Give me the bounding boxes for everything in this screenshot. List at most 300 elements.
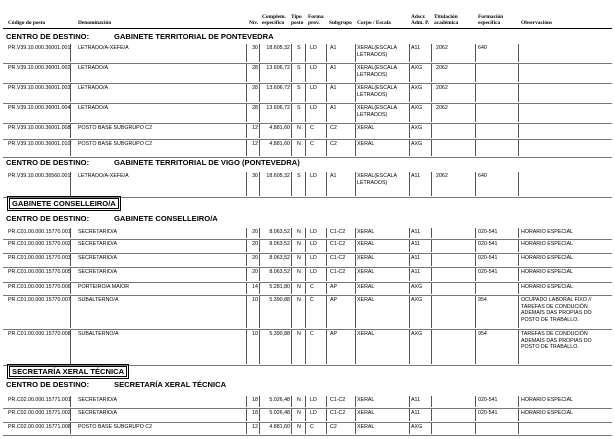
header-divider bbox=[3, 28, 612, 29]
cell-corpo: XERAL bbox=[357, 141, 375, 147]
cell-subgrupo: AP bbox=[330, 331, 338, 337]
column-divider bbox=[518, 423, 519, 434]
cell-observacion: HORARIO ESPECIAL bbox=[521, 241, 574, 247]
cell-codigo: PR.C01.00.000.15770.008 bbox=[8, 331, 71, 337]
column-divider bbox=[431, 423, 432, 434]
column-divider bbox=[431, 268, 432, 281]
column-divider bbox=[355, 172, 356, 196]
cell-tipo: N bbox=[297, 241, 301, 247]
column-divider bbox=[475, 84, 476, 102]
cell-nivel: 10 bbox=[252, 331, 258, 337]
cell-observacion: HORARIO ESPECIAL bbox=[521, 284, 574, 290]
cell-codigo: PR.V39.10.000.36001.003 bbox=[8, 85, 71, 91]
cell-nivel: 30 bbox=[252, 173, 258, 179]
column-divider bbox=[305, 409, 306, 421]
column-divider bbox=[305, 254, 306, 266]
column-divider bbox=[518, 409, 519, 421]
cell-subgrupo: C1-C2 bbox=[330, 241, 346, 247]
cell-titulacion: 2062 bbox=[436, 173, 448, 179]
cell-corpo: XERAL(ESCALA bbox=[357, 45, 398, 51]
column-divider bbox=[431, 172, 432, 196]
cell-formacion: 020-541 bbox=[478, 241, 498, 247]
cell-forma: LD bbox=[310, 173, 317, 179]
cell-tipo: S bbox=[297, 65, 301, 71]
table-row bbox=[0, 296, 615, 328]
cell-codigo: PR.V39.10.000.36001.010 bbox=[8, 141, 71, 147]
cell-denominacion: SECRETARIO/A bbox=[78, 241, 118, 247]
column-divider bbox=[291, 409, 292, 421]
column-divider bbox=[355, 283, 356, 294]
column-divider bbox=[326, 104, 327, 122]
column-divider bbox=[475, 330, 476, 364]
cell-subgrupo: A1 bbox=[330, 85, 337, 91]
column-divider bbox=[291, 44, 292, 62]
column-divider bbox=[291, 172, 292, 196]
column-divider bbox=[475, 283, 476, 294]
column-divider bbox=[409, 254, 410, 266]
column-divider bbox=[355, 240, 356, 252]
cell-tipo: N bbox=[297, 269, 301, 275]
cell-corpo: XERAL bbox=[357, 269, 375, 275]
cell-observacion: POSTO DE TRABALLO. bbox=[521, 344, 579, 350]
column-divider bbox=[431, 44, 432, 62]
header-codigo: Código do posto bbox=[8, 20, 46, 26]
cell-forma: LD bbox=[310, 105, 317, 111]
cell-tipo: N bbox=[297, 410, 301, 416]
cell-subgrupo: C1-C2 bbox=[330, 269, 346, 275]
column-divider bbox=[475, 396, 476, 407]
cell-formacion: 640 bbox=[478, 45, 487, 51]
column-divider bbox=[431, 64, 432, 82]
header-formacion bbox=[478, 14, 503, 26]
column-divider bbox=[409, 84, 410, 102]
column-divider bbox=[409, 44, 410, 62]
column-divider bbox=[409, 104, 410, 122]
cell-adscr: AXG bbox=[411, 85, 423, 91]
column-divider bbox=[355, 423, 356, 434]
header-tipo-l2: posto bbox=[291, 20, 304, 26]
row-divider bbox=[3, 157, 612, 158]
cell-tipo: S bbox=[297, 85, 301, 91]
header-adscr-l2: Adm. P. bbox=[411, 20, 430, 26]
header-adscr-l1: Adscr. bbox=[411, 14, 426, 20]
column-divider bbox=[475, 240, 476, 252]
cell-complemento: 5.390,88 bbox=[269, 297, 290, 303]
cell-codigo: PR.C02.00.000.15771.008 bbox=[8, 424, 71, 430]
cell-denominacion: POSTO BASE SUBGRUPO C2 bbox=[78, 141, 153, 147]
cell-complemento: 5.026,48 bbox=[269, 410, 290, 416]
header-tipo bbox=[291, 14, 303, 26]
column-divider bbox=[305, 172, 306, 196]
header-formacion-l1: Formación bbox=[478, 14, 504, 20]
table-row bbox=[0, 409, 615, 421]
column-divider bbox=[518, 268, 519, 281]
column-divider bbox=[409, 64, 410, 82]
header-adscr bbox=[411, 14, 429, 26]
column-divider bbox=[355, 396, 356, 407]
cell-formacion: 954 bbox=[478, 331, 487, 337]
header-nivel: Nív. bbox=[249, 20, 259, 26]
cell-denominacion: POSTO BASE SUBGRUPO C2 bbox=[78, 424, 153, 430]
column-divider bbox=[431, 296, 432, 328]
cell-denominacion: SECRETARIO/A bbox=[78, 397, 118, 403]
cell-nivel: 12 bbox=[252, 424, 258, 430]
column-divider bbox=[305, 44, 306, 62]
cell-adscr: AXG bbox=[411, 125, 423, 131]
cell-codigo: PR.V39.10.000.36001.001 bbox=[8, 45, 71, 51]
cell-complemento: 13.606,72 bbox=[266, 65, 290, 71]
cell-observacion: HORARIO ESPECIAL bbox=[521, 269, 574, 275]
table-row bbox=[0, 283, 615, 294]
cell-denominacion: SECRETARIO/A bbox=[78, 255, 118, 261]
cell-nivel: 20 bbox=[252, 255, 258, 261]
cell-adscr: AXG bbox=[411, 297, 423, 303]
column-divider bbox=[431, 409, 432, 421]
cell-nivel: 12 bbox=[252, 141, 258, 147]
cell-formacion: 020-541 bbox=[478, 397, 498, 403]
cell-codigo: PR.V39.10.000.36560.001 bbox=[8, 173, 71, 179]
cell-titulacion: 2062 bbox=[436, 105, 448, 111]
cell-corpo: LETRADOS) bbox=[357, 51, 388, 58]
cell-complemento: 5.026,48 bbox=[269, 397, 290, 403]
centro-destino-heading bbox=[6, 158, 300, 167]
column-divider bbox=[475, 124, 476, 138]
cell-titulacion: 2062 bbox=[436, 85, 448, 91]
column-divider bbox=[409, 240, 410, 252]
column-divider bbox=[409, 396, 410, 407]
cell-forma: C bbox=[310, 284, 314, 290]
cell-subgrupo: A1 bbox=[330, 105, 337, 111]
cell-observacion: TAREFAS DE CONDUCIÓN bbox=[521, 331, 588, 337]
header-corpo: Corpo / Escala bbox=[357, 20, 391, 26]
centro-destino-label: CENTRO DE DESTINO: bbox=[6, 380, 90, 389]
cell-denominacion: LETRADO/A-XEFE/A bbox=[78, 45, 129, 51]
column-divider bbox=[305, 140, 306, 156]
cell-corpo: LETRADOS) bbox=[357, 71, 388, 78]
cell-forma: LD bbox=[310, 241, 317, 247]
cell-corpo: XERAL(ESCALA bbox=[357, 173, 398, 179]
column-divider bbox=[431, 240, 432, 252]
cell-subgrupo: C2 bbox=[330, 141, 337, 147]
cell-tipo: N bbox=[297, 331, 301, 337]
header-complemento-l1: Complem. bbox=[262, 14, 286, 20]
cell-adscr: A11 bbox=[411, 241, 421, 247]
cell-forma: LD bbox=[310, 65, 317, 71]
cell-formacion: 020-541 bbox=[478, 229, 498, 235]
column-divider bbox=[326, 124, 327, 138]
cell-corpo: XERAL bbox=[357, 331, 375, 337]
cell-denominacion: LETRADO/A bbox=[78, 105, 109, 111]
column-divider bbox=[291, 140, 292, 156]
cell-forma: C bbox=[310, 331, 314, 337]
column-divider bbox=[326, 423, 327, 434]
centro-destino-heading bbox=[6, 380, 227, 389]
cell-nivel: 18 bbox=[252, 410, 258, 416]
column-divider bbox=[475, 228, 476, 238]
table-row bbox=[0, 254, 615, 266]
table-row bbox=[0, 44, 615, 62]
cell-corpo: XERAL(ESCALA bbox=[357, 85, 398, 91]
cell-denominacion: LETRADO/A-XEFE/A bbox=[78, 173, 129, 179]
cell-adscr: A11 bbox=[411, 173, 421, 179]
cell-forma: C bbox=[310, 141, 314, 147]
column-divider bbox=[326, 240, 327, 252]
column-divider bbox=[305, 423, 306, 434]
cell-complemento: 13.606,72 bbox=[266, 105, 290, 111]
cell-forma: LD bbox=[310, 85, 317, 91]
cell-denominacion: PORTEIRO/A MAIOR bbox=[78, 284, 130, 290]
cell-subgrupo: A1 bbox=[330, 65, 337, 71]
cell-corpo: XERAL(ESCALA bbox=[357, 65, 398, 71]
column-divider bbox=[326, 44, 327, 62]
table-row bbox=[0, 240, 615, 252]
cell-observacion: ADEMAIS DAS PROPIAS DO bbox=[521, 310, 592, 316]
table-row bbox=[0, 423, 615, 434]
cell-corpo: XERAL(ESCALA bbox=[357, 105, 398, 111]
column-divider bbox=[291, 228, 292, 238]
cell-complemento: 18.605,32 bbox=[266, 173, 290, 179]
cell-tipo: N bbox=[297, 229, 301, 235]
cell-denominacion: POSTO BASE SUBGRUPO C2 bbox=[78, 125, 153, 131]
header-complemento bbox=[262, 14, 286, 26]
column-divider bbox=[431, 330, 432, 364]
cell-forma: C bbox=[310, 125, 314, 131]
cell-adscr: AXG bbox=[411, 65, 423, 71]
column-divider bbox=[291, 268, 292, 281]
column-divider bbox=[305, 84, 306, 102]
column-divider bbox=[355, 84, 356, 102]
column-divider bbox=[409, 140, 410, 156]
cell-forma: C bbox=[310, 297, 314, 303]
column-divider bbox=[518, 124, 519, 138]
table-row bbox=[0, 124, 615, 138]
cell-complemento: 5.390,88 bbox=[269, 331, 290, 337]
cell-complemento: 4.881,60 bbox=[269, 141, 290, 147]
header-observacions: Observacións bbox=[521, 20, 553, 26]
cell-corpo: LETRADOS) bbox=[357, 91, 388, 98]
column-divider bbox=[326, 172, 327, 196]
cell-nivel: 10 bbox=[252, 297, 258, 303]
column-divider bbox=[326, 84, 327, 102]
table-row bbox=[0, 140, 615, 156]
cell-tipo: N bbox=[297, 255, 301, 261]
column-divider bbox=[431, 396, 432, 407]
column-divider bbox=[355, 254, 356, 266]
column-divider bbox=[326, 64, 327, 82]
cell-subgrupo: AP bbox=[330, 297, 338, 303]
column-divider bbox=[305, 64, 306, 82]
column-divider bbox=[475, 104, 476, 122]
cell-nivel: 12 bbox=[252, 125, 258, 131]
cell-subgrupo: C1-C2 bbox=[330, 397, 346, 403]
header-titulacion-l1: Titulación bbox=[434, 14, 458, 20]
cell-observacion: HORARIO ESPECIAL bbox=[521, 229, 574, 235]
cell-tipo: N bbox=[297, 125, 301, 131]
cell-adscr: A11 bbox=[411, 45, 421, 51]
centro-destino-name: GABINETE CONSELLEIRO/A bbox=[114, 214, 218, 223]
cell-denominacion: SUBALTERNO/A bbox=[78, 331, 119, 337]
cell-nivel: 14 bbox=[252, 284, 258, 290]
header-titulacion bbox=[434, 14, 458, 26]
column-divider bbox=[355, 64, 356, 82]
column-divider bbox=[291, 396, 292, 407]
cell-adscr: A11 bbox=[411, 255, 421, 261]
cell-tipo: N bbox=[297, 284, 301, 290]
column-divider bbox=[355, 296, 356, 328]
cell-codigo: PR.C02.00.000.15771.001 bbox=[8, 397, 71, 403]
cell-adscr: A11 bbox=[411, 410, 421, 416]
cell-corpo: XERAL bbox=[357, 255, 375, 261]
column-divider bbox=[475, 44, 476, 62]
column-divider bbox=[475, 409, 476, 421]
cell-corpo: XERAL bbox=[357, 297, 375, 303]
table-row bbox=[0, 172, 615, 196]
cell-nivel: 28 bbox=[252, 85, 258, 91]
cell-observacion: OCUPADO LABORAL FIXO // bbox=[521, 297, 592, 303]
column-divider bbox=[409, 268, 410, 281]
column-divider bbox=[431, 254, 432, 266]
column-divider bbox=[291, 254, 292, 266]
column-divider bbox=[409, 296, 410, 328]
column-divider bbox=[355, 124, 356, 138]
cell-complemento: 8.063,52 bbox=[269, 255, 290, 261]
cell-formacion: 020-541 bbox=[478, 269, 498, 275]
table-row bbox=[0, 268, 615, 281]
column-divider bbox=[518, 296, 519, 328]
centro-destino-label: CENTRO DE DESTINO: bbox=[6, 214, 90, 223]
cell-formacion: 640 bbox=[478, 173, 487, 179]
cell-tipo: N bbox=[297, 297, 301, 303]
header-formacion-l2: específica bbox=[478, 20, 501, 26]
column-divider bbox=[355, 330, 356, 364]
header-complemento-l2: específico bbox=[262, 20, 285, 26]
table-row bbox=[0, 396, 615, 407]
column-divider bbox=[291, 283, 292, 294]
cell-forma: LD bbox=[310, 410, 317, 416]
column-divider bbox=[518, 228, 519, 238]
column-divider bbox=[355, 140, 356, 156]
column-divider bbox=[355, 104, 356, 122]
column-divider bbox=[431, 84, 432, 102]
cell-tipo: S bbox=[297, 105, 301, 111]
cell-denominacion: SECRETARIO/A bbox=[78, 269, 118, 275]
column-divider bbox=[291, 84, 292, 102]
column-divider bbox=[518, 283, 519, 294]
cell-adscr: AXG bbox=[411, 284, 423, 290]
column-divider bbox=[475, 172, 476, 196]
column-divider bbox=[409, 409, 410, 421]
cell-subgrupo: AP bbox=[330, 284, 338, 290]
cell-denominacion: SECRETARIO/A bbox=[78, 410, 118, 416]
cell-tipo: S bbox=[297, 173, 301, 179]
column-divider bbox=[355, 44, 356, 62]
column-divider bbox=[355, 228, 356, 238]
centro-destino-heading bbox=[6, 214, 218, 223]
cell-nivel: 20 bbox=[252, 269, 258, 275]
column-divider bbox=[326, 254, 327, 266]
cell-adscr: AXG bbox=[411, 105, 423, 111]
column-divider bbox=[431, 104, 432, 122]
column-divider bbox=[326, 283, 327, 294]
cell-complemento: 8.063,52 bbox=[269, 229, 290, 235]
cell-codigo: PR.C01.00.000.15770.001 bbox=[8, 229, 71, 235]
column-divider bbox=[409, 124, 410, 138]
cell-adscr: A11 bbox=[411, 229, 421, 235]
column-divider bbox=[355, 268, 356, 281]
cell-tipo: S bbox=[297, 45, 301, 51]
cell-forma: LD bbox=[310, 255, 317, 261]
cell-observacion: HORARIO ESPECIAL bbox=[521, 397, 574, 403]
column-divider bbox=[355, 409, 356, 421]
column-divider bbox=[475, 64, 476, 82]
cell-corpo: XERAL bbox=[357, 410, 375, 416]
cell-nivel: 28 bbox=[252, 65, 258, 71]
column-divider bbox=[409, 330, 410, 364]
cell-tipo: N bbox=[297, 141, 301, 147]
cell-subgrupo: C1-C2 bbox=[330, 255, 346, 261]
column-divider bbox=[409, 283, 410, 294]
cell-denominacion: SECRETARIO/A bbox=[78, 229, 118, 235]
column-divider bbox=[475, 268, 476, 281]
column-divider bbox=[291, 423, 292, 434]
column-divider bbox=[409, 423, 410, 434]
column-divider bbox=[305, 268, 306, 281]
cell-codigo: PR.C01.00.000.15770.002 bbox=[8, 241, 71, 247]
cell-denominacion: LETRADO/A bbox=[78, 65, 109, 71]
cell-corpo: XERAL bbox=[357, 397, 375, 403]
table-row bbox=[0, 64, 615, 82]
cell-observacion: ADEMAIS DAS PROPIAS DO bbox=[521, 337, 592, 344]
cell-forma: LD bbox=[310, 229, 317, 235]
column-divider bbox=[475, 140, 476, 156]
cell-complemento: 8.063,52 bbox=[269, 269, 290, 275]
header-forma bbox=[308, 14, 324, 26]
cell-codigo: PR.C01.00.000.15770.006 bbox=[8, 284, 71, 290]
centro-destino-label: CENTRO DE DESTINO: bbox=[6, 158, 90, 167]
column-divider bbox=[409, 172, 410, 196]
centro-destino-label: CENTRO DE DESTINO: bbox=[6, 32, 90, 41]
cell-denominacion: SUBALTERNO/A bbox=[78, 297, 119, 303]
cell-observacion: TAREFAS DE CONDUCIÓN bbox=[521, 303, 588, 310]
centro-destino-name: SECRETARÍA XERAL TÉCNICA bbox=[114, 380, 227, 389]
section-box-title: SECRETARÍA XERAL TÉCNICA bbox=[9, 366, 127, 377]
cell-nivel: 28 bbox=[252, 105, 258, 111]
column-divider bbox=[326, 409, 327, 421]
cell-complemento: 8.063,52 bbox=[269, 241, 290, 247]
column-divider bbox=[475, 423, 476, 434]
cell-corpo: LETRADOS) bbox=[357, 111, 388, 118]
cell-observacion: HORARIO ESPECIAL bbox=[521, 255, 574, 261]
cell-complemento: 13.606,72 bbox=[266, 85, 290, 91]
cell-observacion: POSTO DE TRABALLO. bbox=[521, 316, 579, 323]
column-divider bbox=[305, 396, 306, 407]
column-divider bbox=[518, 84, 519, 102]
column-divider bbox=[431, 283, 432, 294]
column-divider bbox=[409, 228, 410, 238]
table-row bbox=[0, 330, 615, 364]
table-row bbox=[0, 84, 615, 102]
column-divider bbox=[291, 64, 292, 82]
cell-subgrupo: C2 bbox=[330, 125, 337, 131]
cell-codigo: PR.C01.00.000.15770.003 bbox=[8, 255, 71, 261]
cell-corpo: XERAL bbox=[357, 125, 375, 131]
table-row bbox=[0, 228, 615, 238]
cell-forma: LD bbox=[310, 45, 317, 51]
centro-destino-name: GABINETE TERRITORIAL DE PONTEVEDRA bbox=[114, 32, 274, 41]
column-divider bbox=[291, 296, 292, 328]
cell-complemento: 4.881,60 bbox=[269, 424, 290, 430]
column-divider bbox=[326, 330, 327, 364]
